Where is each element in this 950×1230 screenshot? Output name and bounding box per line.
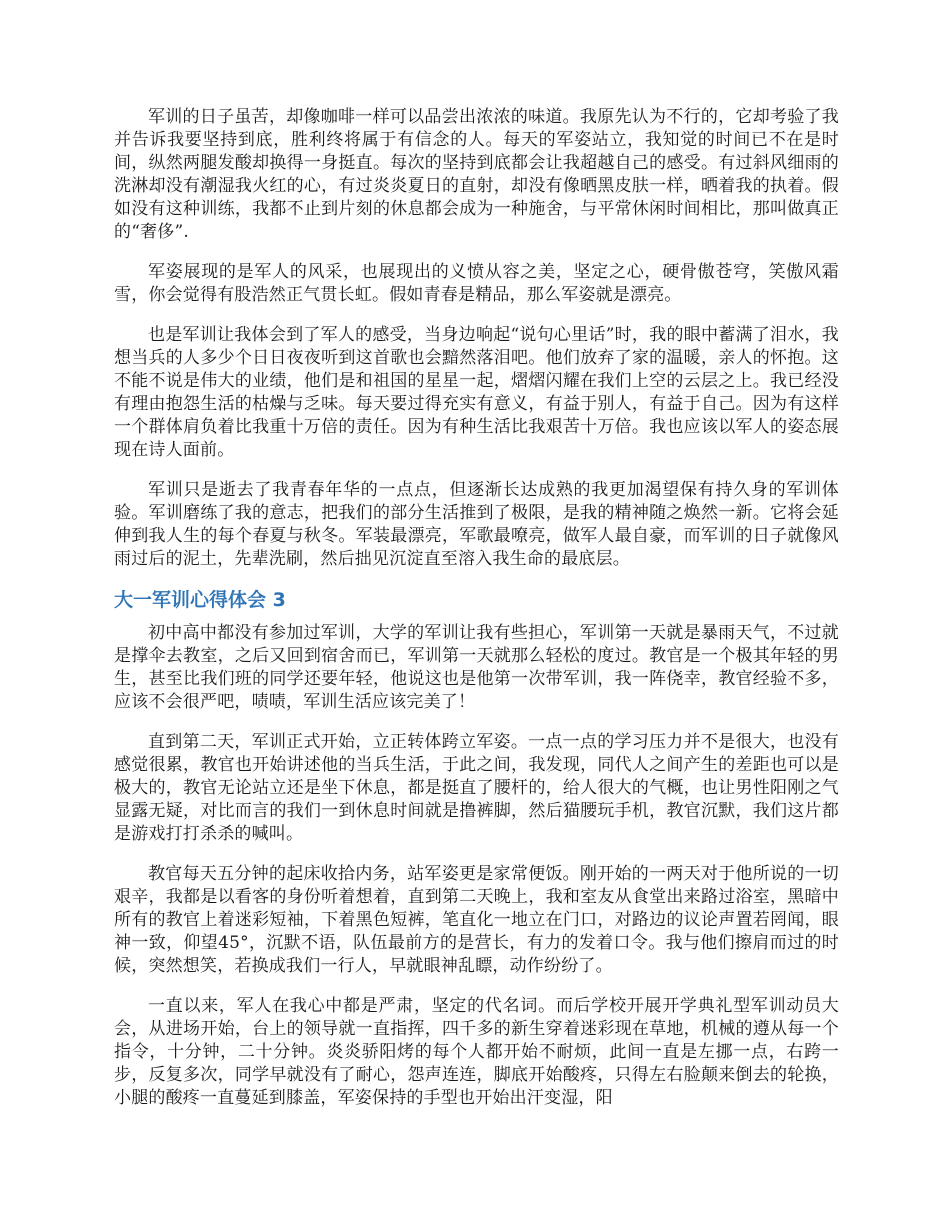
paragraph-7: 教官每天五分钟的起床收拾内务，站军姿更是家常便饭。刚开始的一两天对于他所说的一切艰辛，我都是以看客的身份听着想着，直到第二天晚上，我和室友从食堂出来路过浴室，黑暗中所有的教官上着迷彩短袖，下着黑色短裤，笔直化一地立在门口，对路边的议论声置若罔闻，眼神一致，仰望45°，沉默不语，队伍最前方的是营长，有力的发着口令。我与他们擦肩而过的时候，突然想笑，若换成我们一行人，早就眼神乱瞟，动作纷纷了。 — [114, 864, 839, 976]
paragraph-3: 也是军训让我体会到了军人的感受，当身边响起“说句心里话”时，我的眼中蓄满了泪水，我想当兵的人多少个日日夜夜听到这首歌也会黯然落泪吧。他们放弃了家的温暖，亲人的怀抱。这不能不说是伟大的业绩，他们是和祖国的星星一起，熠熠闪耀在我们上空的云层之上。我已经没有理由抱怨生活的枯燥与乏味。每天要过得充实有意义，有益于别人，有益于自己。因为有这样一个群体肩负着比我重十万倍的责任。因为有种生活比我艰苦十万倍。我也应该以军人的姿态展现在诗人面前。 — [114, 325, 839, 460]
paragraph-6: 直到第二天，军训正式开始，立正转体跨立军姿。一点一点的学习压力并不是很大，也没有感觉很累，教官也开始讲述他的当兵生活，于此之间，我发现，同代人之间产生的差距也可以是极大的，教官无论站立还是坐下休息，都是挺直了腰杆的，给人很大的气概，也让男性阳刚之气显露无疑，对比而言的我们一到休息时间就是撸裤脚，然后猫腰玩手机，教官沉默，我们这片都是游戏打打杀杀的喊叫。 — [114, 732, 839, 844]
section-1-body — [114, 106, 839, 571]
paragraph-4: 军训只是逝去了我青春年华的一点点，但逐渐长达成熟的我更加渴望保有持久身的军训体验。军训磨练了我的意志，把我们的部分生活推到了极限，是我的精神随之焕然一新。它将会延伸到我人生的每个春夏与秋冬。军装最漂亮，军歌最嘹亮，做军人最自豪，而军训的日子就像风雨过后的泥土，先辈洗刷，然后拙见沉淀直至溶入我生命的最底层。 — [114, 480, 839, 569]
paragraph-5: 初中高中都没有参加过军训，大学的军训让我有些担心，军训第一天就是暴雨天气，不过就是撑伞去教室，之后又回到宿舍而已，军训第一天就那么轻松的度过。教官是一个极其年轻的男生，甚至比我们班的同学还要年轻，他说这也是他第一次带军训，我一阵侥幸，教官经验不多，应该不会很严吧，啧啧，军训生活应该完美了！ — [114, 623, 839, 712]
paragraph-1: 军训的日子虽苦，却像咖啡一样可以品尝出浓浓的味道。我原先认为不行的，它却考验了我并告诉我要坚持到底，胜利终将属于有信念的人。每天的军姿站立，我知觉的时间已不在是时间，纵然两腿发酸却换得一身挺直。每次的坚持到底都会让我超越自己的感受。有过斜风细雨的洗淋却没有潮湿我火红的心，有过炎炎夏日的直射，却没有像晒黑皮肤一样，晒着我的执着。假如没有这种训练，我都不止到片刻的休息都会成为一种施舍，与平常休闲时间相比，那叫做真正的“奢侈”. — [114, 107, 839, 242]
paragraph-8: 一直以来，军人在我心中都是严肃，坚定的代名词。而后学校开展开学典礼型军训动员大会，从进场开始，台上的领导就一直指挥，四千多的新生穿着迷彩现在草地，机械的遵从每一个指令，十分钟，二十分钟。炎炎骄阳烤的每个人都开始不耐烦，此间一直是左挪一点，右跨一步，反复多次，同学早就没有了耐心，怨声连连，脚底开始酸疼，只得左右脸颠来倒去的轮换，小腿的酸疼一直蔓延到膝盖，军姿保持的手型也开始出汗变湿，阳 — [114, 996, 839, 1108]
section-heading: 大一军训心得体会 3 — [114, 589, 286, 611]
paragraph-2: 军姿展现的是军人的风采，也展现出的义愤从容之美，坚定之心，硬骨傲苍穹，笑傲风霜雪，你会觉得有股浩然正气贯长虹。假如青春是精品，那么军姿就是漂亮。 — [114, 262, 839, 305]
section-2-body — [114, 622, 839, 1110]
document-page — [114, 106, 839, 1127]
